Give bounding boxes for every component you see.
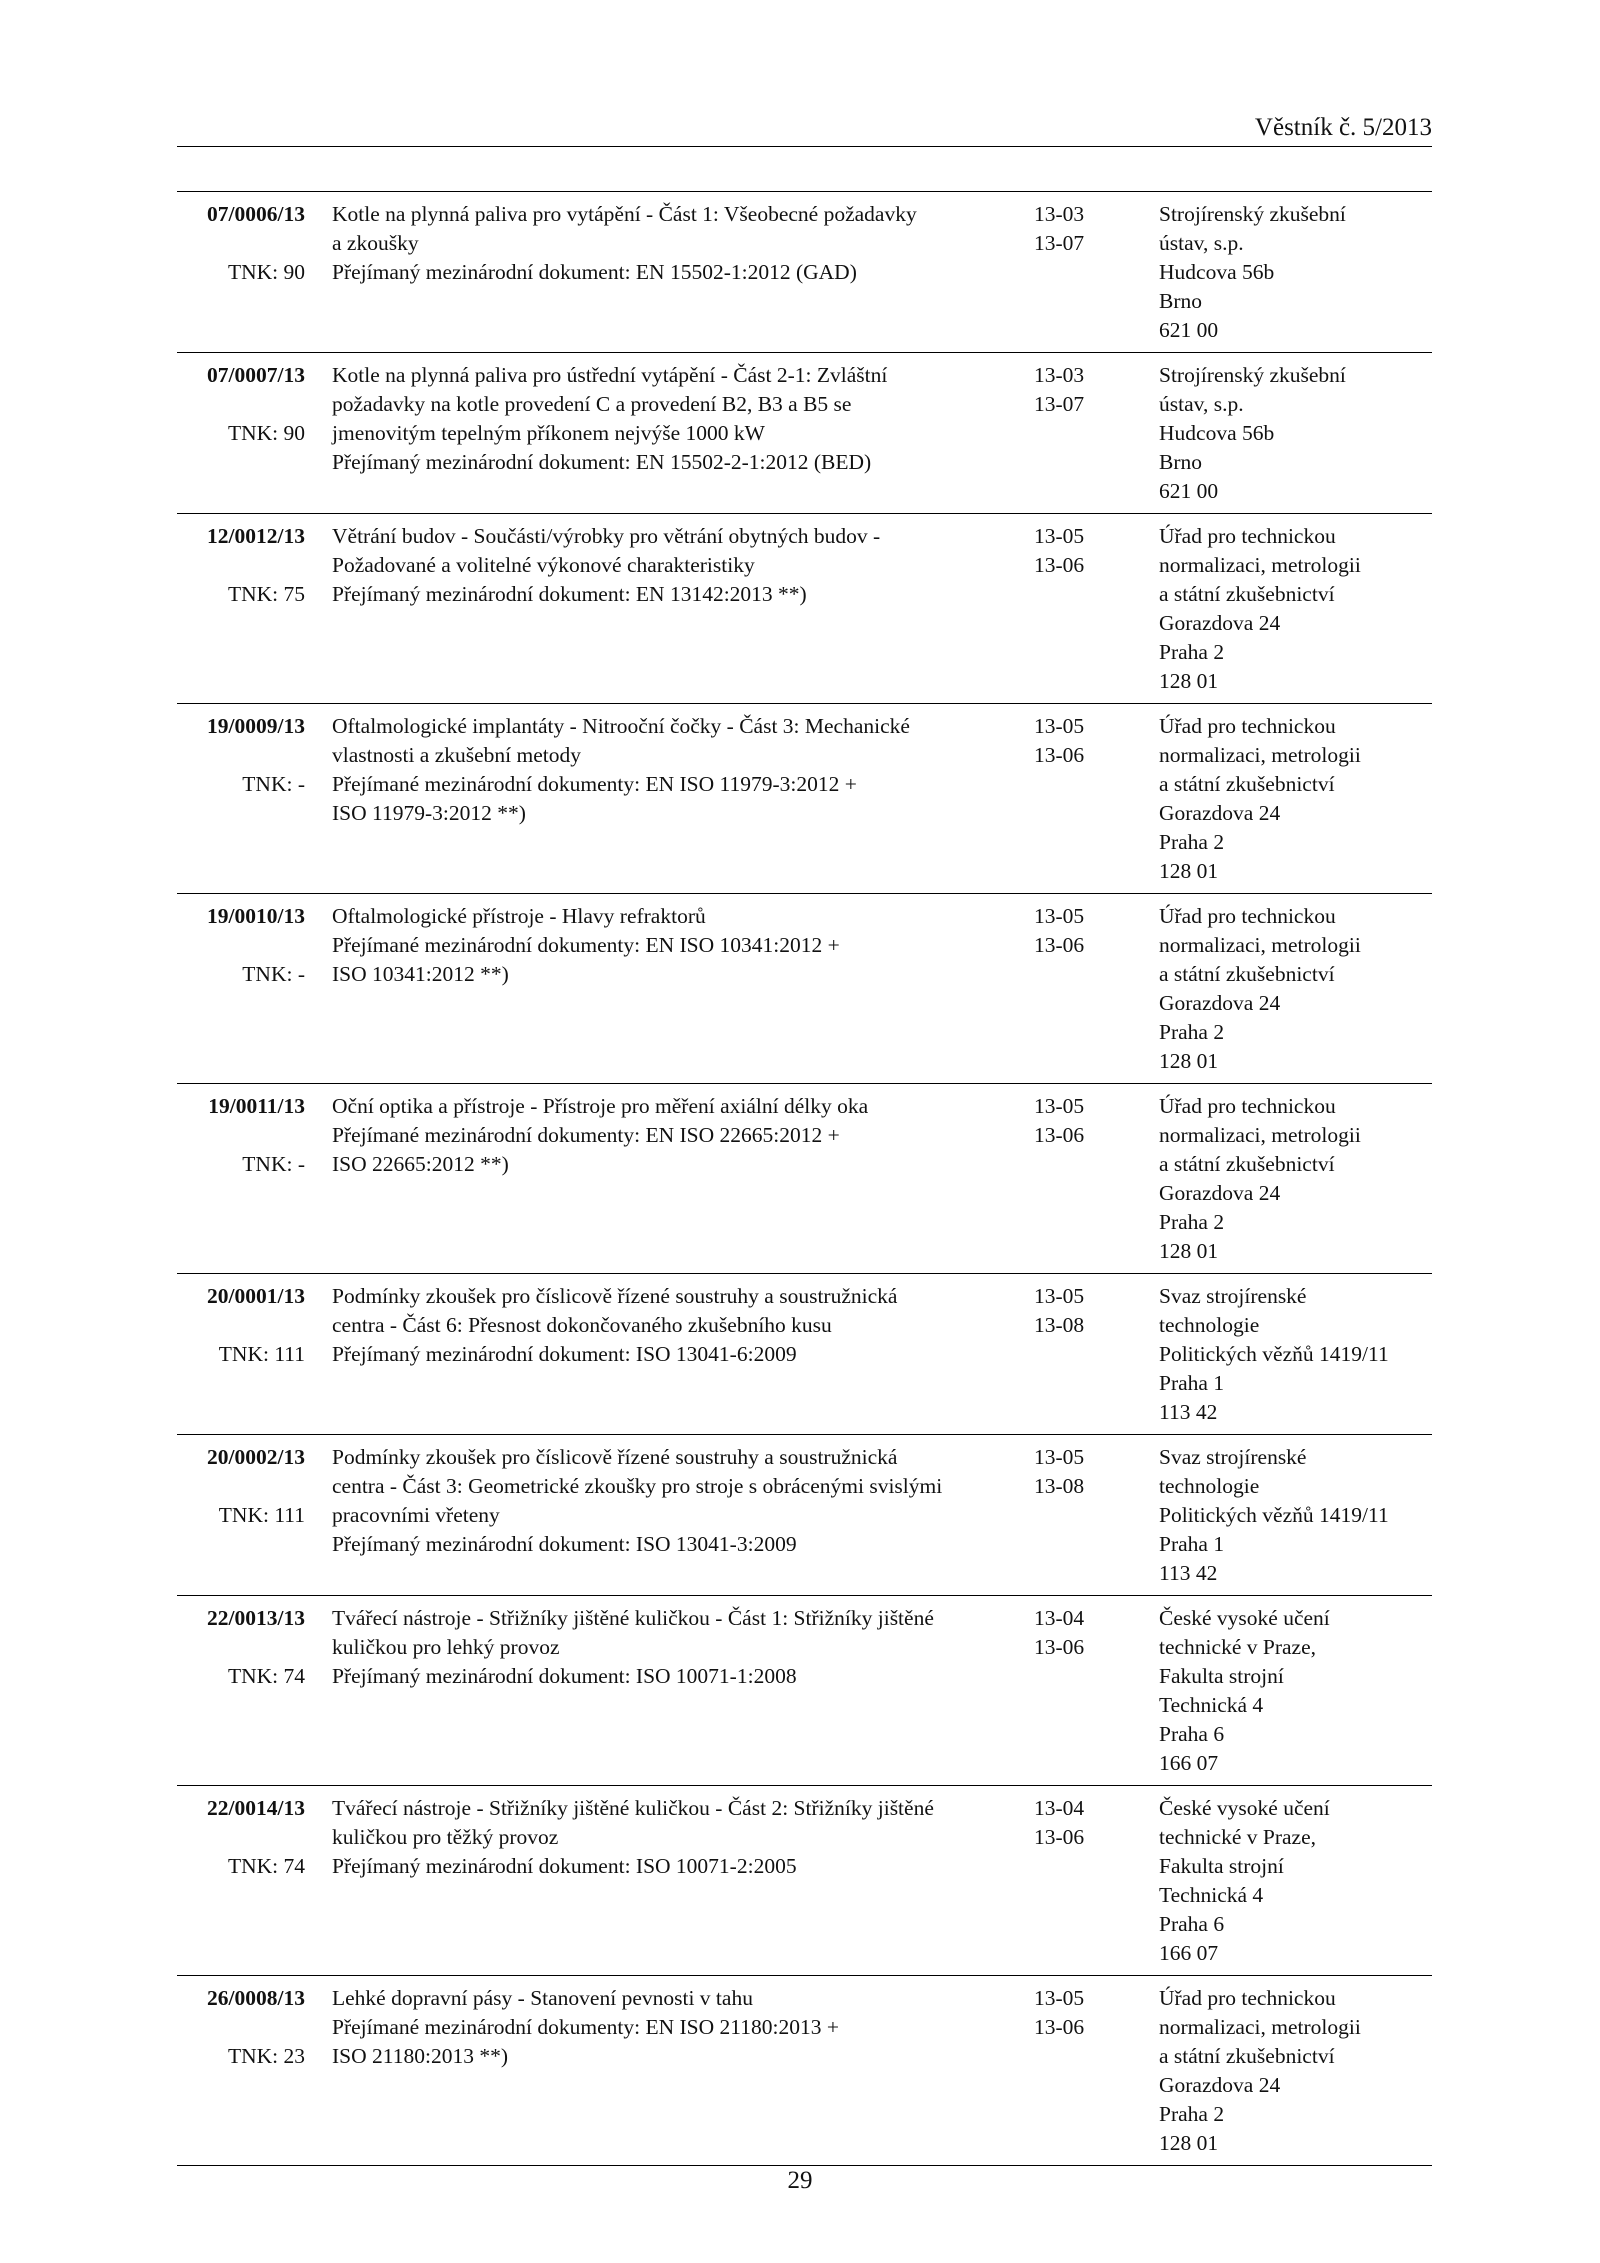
tnk-label: TNK: - xyxy=(242,772,305,796)
organization-line: Gorazdova 24 xyxy=(1159,991,1281,1015)
organization-line: 166 07 xyxy=(1159,1751,1219,1775)
standard-id-cell xyxy=(177,361,305,506)
standard-id-cell xyxy=(177,1794,305,1968)
organization-line: normalizaci, metrologii xyxy=(1159,553,1361,577)
organization-line: Praha 6 xyxy=(1159,1722,1225,1746)
organization-line: Brno xyxy=(1159,450,1202,474)
organization-line: Praha 1 xyxy=(1159,1371,1225,1395)
title-line: ISO 22665:2012 **) xyxy=(332,1152,509,1176)
standard-id-cell xyxy=(177,1604,305,1778)
code: 13-06 xyxy=(1034,1123,1085,1147)
standard-id-cell xyxy=(177,1282,305,1427)
codes-cell xyxy=(1025,902,1159,1076)
title-line: Přejímaný mezinárodní dokument: EN 13142:2013 **) xyxy=(332,582,807,606)
organization-line: Technická 4 xyxy=(1159,1693,1264,1717)
organization-line: Gorazdova 24 xyxy=(1159,1181,1281,1205)
organization-cell xyxy=(1159,522,1432,696)
standard-title-cell xyxy=(305,522,1025,696)
title-line: Přejímaný mezinárodní dokument: EN 15502-2-1:2012 (BED) xyxy=(332,450,872,474)
code: 13-08 xyxy=(1034,1474,1085,1498)
standard-id-cell xyxy=(177,200,305,345)
organization-line: Praha 2 xyxy=(1159,1210,1225,1234)
title-line: centra - Část 3: Geometrické zkoušky pro stroje s obrácenými svislými xyxy=(332,1474,943,1498)
table-row xyxy=(177,192,1432,353)
title-line: Přejímané mezinárodní dokumenty: EN ISO 21180:2013 + xyxy=(332,2015,839,2039)
code: 13-05 xyxy=(1034,714,1085,738)
organization-cell xyxy=(1159,361,1432,506)
title-line: Přejímané mezinárodní dokumenty: EN ISO 10341:2012 + xyxy=(332,933,840,957)
table-row xyxy=(177,1274,1432,1435)
title-line: Přejímané mezinárodní dokumenty: EN ISO 22665:2012 + xyxy=(332,1123,840,1147)
title-line: Oftalmologické implantáty - Nitrooční čočky - Část 3: Mechanické xyxy=(332,714,910,738)
organization-cell xyxy=(1159,1092,1432,1266)
organization-line: Úřad pro technickou xyxy=(1159,524,1336,548)
organization-line: 128 01 xyxy=(1159,1239,1219,1263)
organization-line: Gorazdova 24 xyxy=(1159,611,1281,635)
organization-line: Úřad pro technickou xyxy=(1159,1094,1336,1118)
organization-line: 128 01 xyxy=(1159,1049,1219,1073)
code: 13-05 xyxy=(1034,1284,1085,1308)
code: 13-05 xyxy=(1034,1094,1085,1118)
organization-line: Gorazdova 24 xyxy=(1159,2073,1281,2097)
organization-line: 621 00 xyxy=(1159,318,1219,342)
code: 13-07 xyxy=(1034,392,1085,416)
title-line: Přejímaný mezinárodní dokument: ISO 13041-3:2009 xyxy=(332,1532,797,1556)
code: 13-08 xyxy=(1034,1313,1085,1337)
standard-number: 12/0012/13 xyxy=(207,524,305,548)
table-row xyxy=(177,353,1432,514)
organization-line: Fakulta strojní xyxy=(1159,1854,1284,1878)
organization-cell xyxy=(1159,902,1432,1076)
standard-title-cell xyxy=(305,1443,1025,1588)
organization-line: Úřad pro technickou xyxy=(1159,1986,1336,2010)
title-line: Oftalmologické přístroje - Hlavy refraktorů xyxy=(332,904,706,928)
tnk-label: TNK: 75 xyxy=(227,582,305,606)
organization-line: Politických vězňů 1419/11 xyxy=(1159,1503,1389,1527)
title-line: kuličkou pro lehký provoz xyxy=(332,1635,560,1659)
organization-line: Technická 4 xyxy=(1159,1883,1264,1907)
code: 13-06 xyxy=(1034,933,1085,957)
title-line: pracovními vřeteny xyxy=(332,1503,500,1527)
table-row xyxy=(177,1596,1432,1786)
organization-line: Brno xyxy=(1159,289,1202,313)
codes-cell xyxy=(1025,1604,1159,1778)
tnk-label: TNK: 90 xyxy=(227,421,305,445)
organization-line: Gorazdova 24 xyxy=(1159,801,1281,825)
organization-line: Svaz strojírenské xyxy=(1159,1445,1307,1469)
table-row xyxy=(177,704,1432,894)
tnk-label: TNK: - xyxy=(242,1152,305,1176)
standard-id-cell xyxy=(177,902,305,1076)
organization-line: České vysoké učení xyxy=(1159,1796,1330,1820)
organization-line: Strojírenský zkušební xyxy=(1159,202,1346,226)
title-line: Lehké dopravní pásy - Stanovení pevnosti v tahu xyxy=(332,1986,753,2010)
organization-cell xyxy=(1159,712,1432,886)
standard-number: 22/0013/13 xyxy=(207,1606,305,1630)
standard-number: 26/0008/13 xyxy=(207,1986,305,2010)
codes-cell xyxy=(1025,712,1159,886)
organization-cell xyxy=(1159,1604,1432,1778)
title-line: Oční optika a přístroje - Přístroje pro měření axiální délky oka xyxy=(332,1094,869,1118)
title-line: jmenovitým tepelným příkonem nejvýše 1000 kW xyxy=(332,421,765,445)
organization-line: a státní zkušebnictví xyxy=(1159,1152,1335,1176)
organization-line: normalizaci, metrologii xyxy=(1159,743,1361,767)
table-row xyxy=(177,1084,1432,1274)
standard-title-cell xyxy=(305,200,1025,345)
organization-line: technické v Praze, xyxy=(1159,1825,1316,1849)
title-line: požadavky na kotle provedení C a provedení B2, B3 a B5 se xyxy=(332,392,852,416)
organization-line: Praha 2 xyxy=(1159,640,1225,664)
organization-cell xyxy=(1159,1282,1432,1427)
organization-line: technologie xyxy=(1159,1313,1260,1337)
organization-line: Politických vězňů 1419/11 xyxy=(1159,1342,1389,1366)
organization-line: 113 42 xyxy=(1159,1400,1218,1424)
standard-title-cell xyxy=(305,1282,1025,1427)
title-line: ISO 10341:2012 **) xyxy=(332,962,509,986)
title-line: Podmínky zkoušek pro číslicově řízené soustruhy a soustružnická xyxy=(332,1445,898,1469)
organization-cell xyxy=(1159,1794,1432,1968)
title-line: kuličkou pro těžký provoz xyxy=(332,1825,559,1849)
organization-line: Praha 6 xyxy=(1159,1912,1225,1936)
tnk-label: TNK: 111 xyxy=(218,1503,305,1527)
organization-line: 113 42 xyxy=(1159,1561,1218,1585)
table-row xyxy=(177,1976,1432,2166)
spacer xyxy=(177,1472,305,1501)
journal-title: Věstník č. 5/2013 xyxy=(1254,114,1432,141)
organization-line: 128 01 xyxy=(1159,669,1219,693)
organization-line: a státní zkušebnictví xyxy=(1159,582,1335,606)
codes-cell xyxy=(1025,361,1159,506)
tnk-label: TNK: 23 xyxy=(227,2044,305,2068)
standard-title-cell xyxy=(305,1604,1025,1778)
organization-line: a státní zkušebnictví xyxy=(1159,772,1335,796)
code: 13-04 xyxy=(1034,1606,1085,1630)
codes-cell xyxy=(1025,1794,1159,1968)
standard-id-cell xyxy=(177,522,305,696)
code: 13-03 xyxy=(1034,202,1085,226)
code: 13-05 xyxy=(1034,904,1085,928)
standard-number: 07/0006/13 xyxy=(207,202,305,226)
organization-cell xyxy=(1159,200,1432,345)
page-header xyxy=(177,110,1432,147)
title-line: Přejímaný mezinárodní dokument: ISO 10071-2:2005 xyxy=(332,1854,797,1878)
organization-line: Úřad pro technickou xyxy=(1159,714,1336,738)
code: 13-06 xyxy=(1034,1825,1085,1849)
standard-id-cell xyxy=(177,712,305,886)
standard-title-cell xyxy=(305,1984,1025,2158)
code: 13-04 xyxy=(1034,1796,1085,1820)
standard-title-cell xyxy=(305,712,1025,886)
standards-table xyxy=(177,191,1432,2166)
organization-line: 128 01 xyxy=(1159,2131,1219,2155)
codes-cell xyxy=(1025,200,1159,345)
organization-line: 621 00 xyxy=(1159,479,1219,503)
code: 13-03 xyxy=(1034,363,1085,387)
organization-line: technické v Praze, xyxy=(1159,1635,1316,1659)
title-line: Tvářecí nástroje - Střižníky jištěné kuličkou - Část 1: Střižníky jištěné xyxy=(332,1606,934,1630)
organization-line: ústav, s.p. xyxy=(1159,392,1244,416)
organization-cell xyxy=(1159,1984,1432,2158)
spacer xyxy=(177,931,305,960)
code: 13-06 xyxy=(1034,743,1085,767)
organization-line: normalizaci, metrologii xyxy=(1159,933,1361,957)
organization-line: Úřad pro technickou xyxy=(1159,904,1336,928)
title-line: Přejímaný mezinárodní dokument: EN 15502-1:2012 (GAD) xyxy=(332,260,857,284)
spacer xyxy=(177,1311,305,1340)
organization-line: Strojírenský zkušební xyxy=(1159,363,1346,387)
tnk-label: TNK: 111 xyxy=(218,1342,305,1366)
title-line: Požadované a volitelné výkonové charakteristiky xyxy=(332,553,755,577)
title-line: ISO 21180:2013 **) xyxy=(332,2044,508,2068)
spacer xyxy=(177,741,305,770)
organization-line: Praha 2 xyxy=(1159,1020,1225,1044)
standard-title-cell xyxy=(305,902,1025,1076)
organization-line: Hudcova 56b xyxy=(1159,421,1275,445)
standard-id-cell xyxy=(177,1092,305,1266)
code: 13-06 xyxy=(1034,1635,1085,1659)
standard-title-cell xyxy=(305,1092,1025,1266)
tnk-label: TNK: 90 xyxy=(227,260,305,284)
spacer xyxy=(177,229,305,258)
code: 13-07 xyxy=(1034,231,1085,255)
standard-title-cell xyxy=(305,1794,1025,1968)
codes-cell xyxy=(1025,1443,1159,1588)
organization-line: Hudcova 56b xyxy=(1159,260,1275,284)
codes-cell xyxy=(1025,1092,1159,1266)
organization-line: Praha 2 xyxy=(1159,2102,1225,2126)
table-row xyxy=(177,1435,1432,1596)
title-line: Kotle na plynná paliva pro ústřední vytápění - Část 2-1: Zvláštní xyxy=(332,363,888,387)
organization-line: technologie xyxy=(1159,1474,1260,1498)
codes-cell xyxy=(1025,1282,1159,1427)
organization-line: a státní zkušebnictví xyxy=(1159,2044,1335,2068)
organization-line: Praha 2 xyxy=(1159,830,1225,854)
standard-number: 19/0011/13 xyxy=(208,1094,305,1118)
title-line: Podmínky zkoušek pro číslicově řízené soustruhy a soustružnická xyxy=(332,1284,898,1308)
organization-line: normalizaci, metrologii xyxy=(1159,2015,1361,2039)
organization-line: Svaz strojírenské xyxy=(1159,1284,1307,1308)
title-line: centra - Část 6: Přesnost dokončovaného zkušebního kusu xyxy=(332,1313,832,1337)
table-row xyxy=(177,894,1432,1084)
codes-cell xyxy=(1025,1984,1159,2158)
standard-number: 19/0009/13 xyxy=(207,714,305,738)
organization-line: a státní zkušebnictví xyxy=(1159,962,1335,986)
spacer xyxy=(177,390,305,419)
tnk-label: TNK: 74 xyxy=(227,1854,305,1878)
title-line: a zkoušky xyxy=(332,231,419,255)
spacer xyxy=(177,551,305,580)
page-number: 29 xyxy=(787,2167,813,2194)
organization-line: Fakulta strojní xyxy=(1159,1664,1284,1688)
table-row xyxy=(177,514,1432,704)
standard-number: 20/0002/13 xyxy=(207,1445,305,1469)
codes-cell xyxy=(1025,522,1159,696)
title-line: Přejímaný mezinárodní dokument: ISO 10071-1:2008 xyxy=(332,1664,797,1688)
organization-line: 166 07 xyxy=(1159,1941,1219,1965)
code: 13-05 xyxy=(1034,1986,1085,2010)
title-line: Tvářecí nástroje - Střižníky jištěné kuličkou - Část 2: Střižníky jištěné xyxy=(332,1796,934,1820)
spacer xyxy=(177,1633,305,1662)
standard-number: 22/0014/13 xyxy=(207,1796,305,1820)
organization-line: České vysoké učení xyxy=(1159,1606,1330,1630)
standard-id-cell xyxy=(177,1984,305,2158)
code: 13-06 xyxy=(1034,553,1085,577)
title-line: vlastnosti a zkušební metody xyxy=(332,743,582,767)
code: 13-06 xyxy=(1034,2015,1085,2039)
title-line: Kotle na plynná paliva pro vytápění - Část 1: Všeobecné požadavky xyxy=(332,202,917,226)
organization-line: normalizaci, metrologii xyxy=(1159,1123,1361,1147)
code: 13-05 xyxy=(1034,524,1085,548)
title-line: Přejímané mezinárodní dokumenty: EN ISO 11979-3:2012 + xyxy=(332,772,857,796)
standard-number: 20/0001/13 xyxy=(207,1284,305,1308)
standard-title-cell xyxy=(305,361,1025,506)
table-row xyxy=(177,1786,1432,1976)
tnk-label: TNK: 74 xyxy=(227,1664,305,1688)
organization-line: Praha 1 xyxy=(1159,1532,1225,1556)
standard-number: 07/0007/13 xyxy=(207,363,305,387)
title-line: Větrání budov - Součásti/výrobky pro větrání obytných budov - xyxy=(332,524,881,548)
standard-number: 19/0010/13 xyxy=(207,904,305,928)
title-line: ISO 11979-3:2012 **) xyxy=(332,801,526,825)
title-line: Přejímaný mezinárodní dokument: ISO 13041-6:2009 xyxy=(332,1342,797,1366)
spacer xyxy=(177,1823,305,1852)
spacer xyxy=(177,1121,305,1150)
tnk-label: TNK: - xyxy=(242,962,305,986)
spacer xyxy=(177,2013,305,2042)
organization-line: 128 01 xyxy=(1159,859,1219,883)
standard-id-cell xyxy=(177,1443,305,1588)
organization-cell xyxy=(1159,1443,1432,1588)
code: 13-05 xyxy=(1034,1445,1085,1469)
organization-line: ústav, s.p. xyxy=(1159,231,1244,255)
